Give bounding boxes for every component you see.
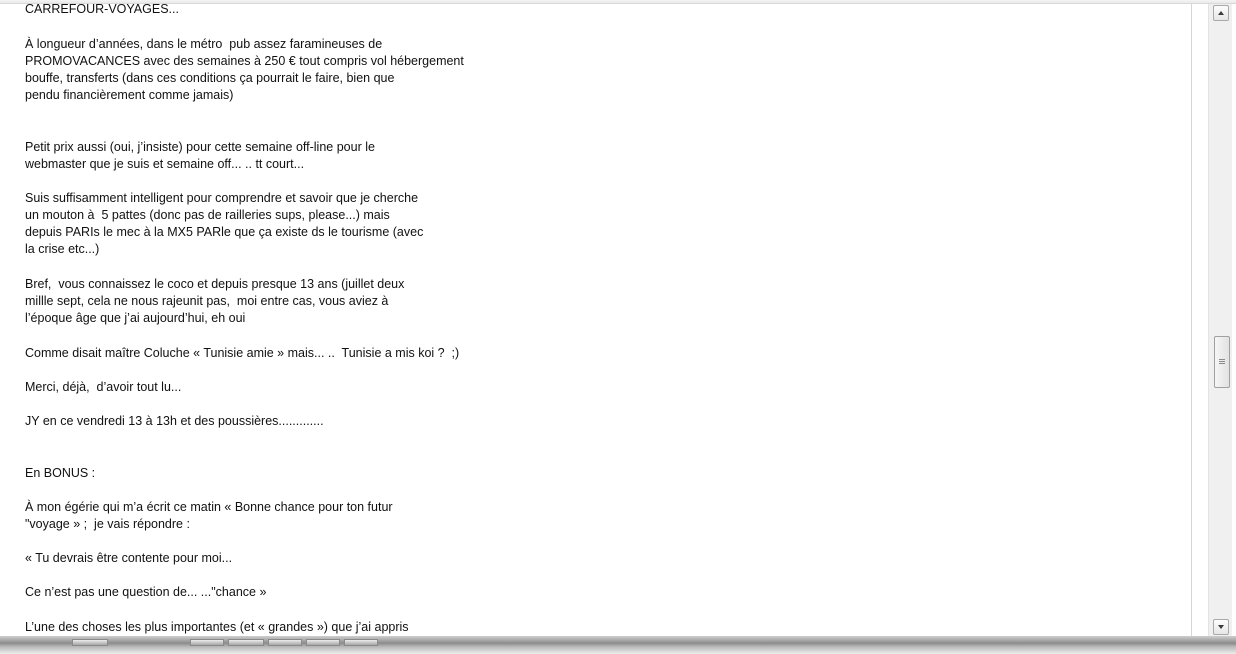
message-body bbox=[4, 4, 1191, 636]
text-line: En BONUS : bbox=[25, 466, 96, 480]
taskbar-segment bbox=[268, 639, 302, 646]
text-line: JY en ce vendredi 13 à 13h et des poussières............. bbox=[25, 414, 324, 428]
taskbar-segment bbox=[72, 639, 108, 646]
scroll-up-button[interactable] bbox=[1213, 5, 1229, 21]
content-right-border bbox=[1191, 4, 1192, 636]
text-line: Merci, déjà, d’avoir tout lu... bbox=[25, 380, 182, 394]
text-line: CARREFOUR-VOYAGES... bbox=[25, 2, 179, 16]
text-line: Petit prix aussi (oui, j’insiste) pour cette semaine off-line pour le bbox=[25, 140, 375, 154]
text-line: l’époque âge que j’ai aujourd’hui, eh oui bbox=[25, 311, 246, 325]
text-line: "voyage » ; je vais répondre : bbox=[25, 517, 190, 531]
text-line: Ce n’est pas une question de... ..."chance » bbox=[25, 585, 267, 599]
vertical-scrollbar[interactable] bbox=[1208, 4, 1232, 636]
text-line: Comme disait maître Coluche « Tunisie amie » mais... .. Tunisie a mis koi ? ;) bbox=[25, 346, 460, 360]
text-line: millle sept, cela ne nous rajeunit pas, moi entre cas, vous aviez à bbox=[25, 294, 389, 308]
text-line: L’une des choses les plus importantes (et « grandes ») que j’ai appris bbox=[25, 620, 409, 634]
scroll-down-button[interactable] bbox=[1213, 619, 1229, 635]
taskbar-segment bbox=[306, 639, 340, 646]
arrow-up-icon bbox=[1218, 11, 1224, 15]
text-line: Bref, vous connaissez le coco et depuis presque 13 ans (juillet deux bbox=[25, 277, 405, 291]
text-line: bouffe, transferts (dans ces conditions ça pourrait le faire, bien que bbox=[25, 71, 395, 85]
text-line: depuis PARIs le mec à la MX5 PARle que ça existe ds le tourisme (avec bbox=[25, 225, 424, 239]
scrollbar-thumb[interactable] bbox=[1214, 336, 1230, 388]
text-line: webmaster que je suis et semaine off... .. tt court... bbox=[25, 157, 305, 171]
bottom-taskbar-strip bbox=[0, 636, 1236, 654]
text-line: « Tu devrais être contente pour moi... bbox=[25, 551, 233, 565]
text-line: pendu financièrement comme jamais) bbox=[25, 88, 234, 102]
text-line: la crise etc...) bbox=[25, 242, 100, 256]
text-line: À mon égérie qui m’a écrit ce matin « Bonne chance pour ton futur bbox=[25, 500, 393, 514]
taskbar-segment bbox=[228, 639, 264, 646]
text-line: Suis suffisamment intelligent pour comprendre et savoir que je cherche bbox=[25, 191, 419, 205]
text-line: PROMOVACANCES avec des semaines à 250 € tout compris vol hébergement bbox=[25, 54, 464, 68]
text-line: À longueur d’années, dans le métro pub assez faramineuses de bbox=[25, 37, 383, 51]
taskbar-segment bbox=[190, 639, 224, 646]
arrow-down-icon bbox=[1218, 625, 1224, 629]
taskbar-segment bbox=[344, 639, 378, 646]
text-line: un mouton à 5 pattes (donc pas de railleries sups, please...) mais bbox=[25, 208, 390, 222]
